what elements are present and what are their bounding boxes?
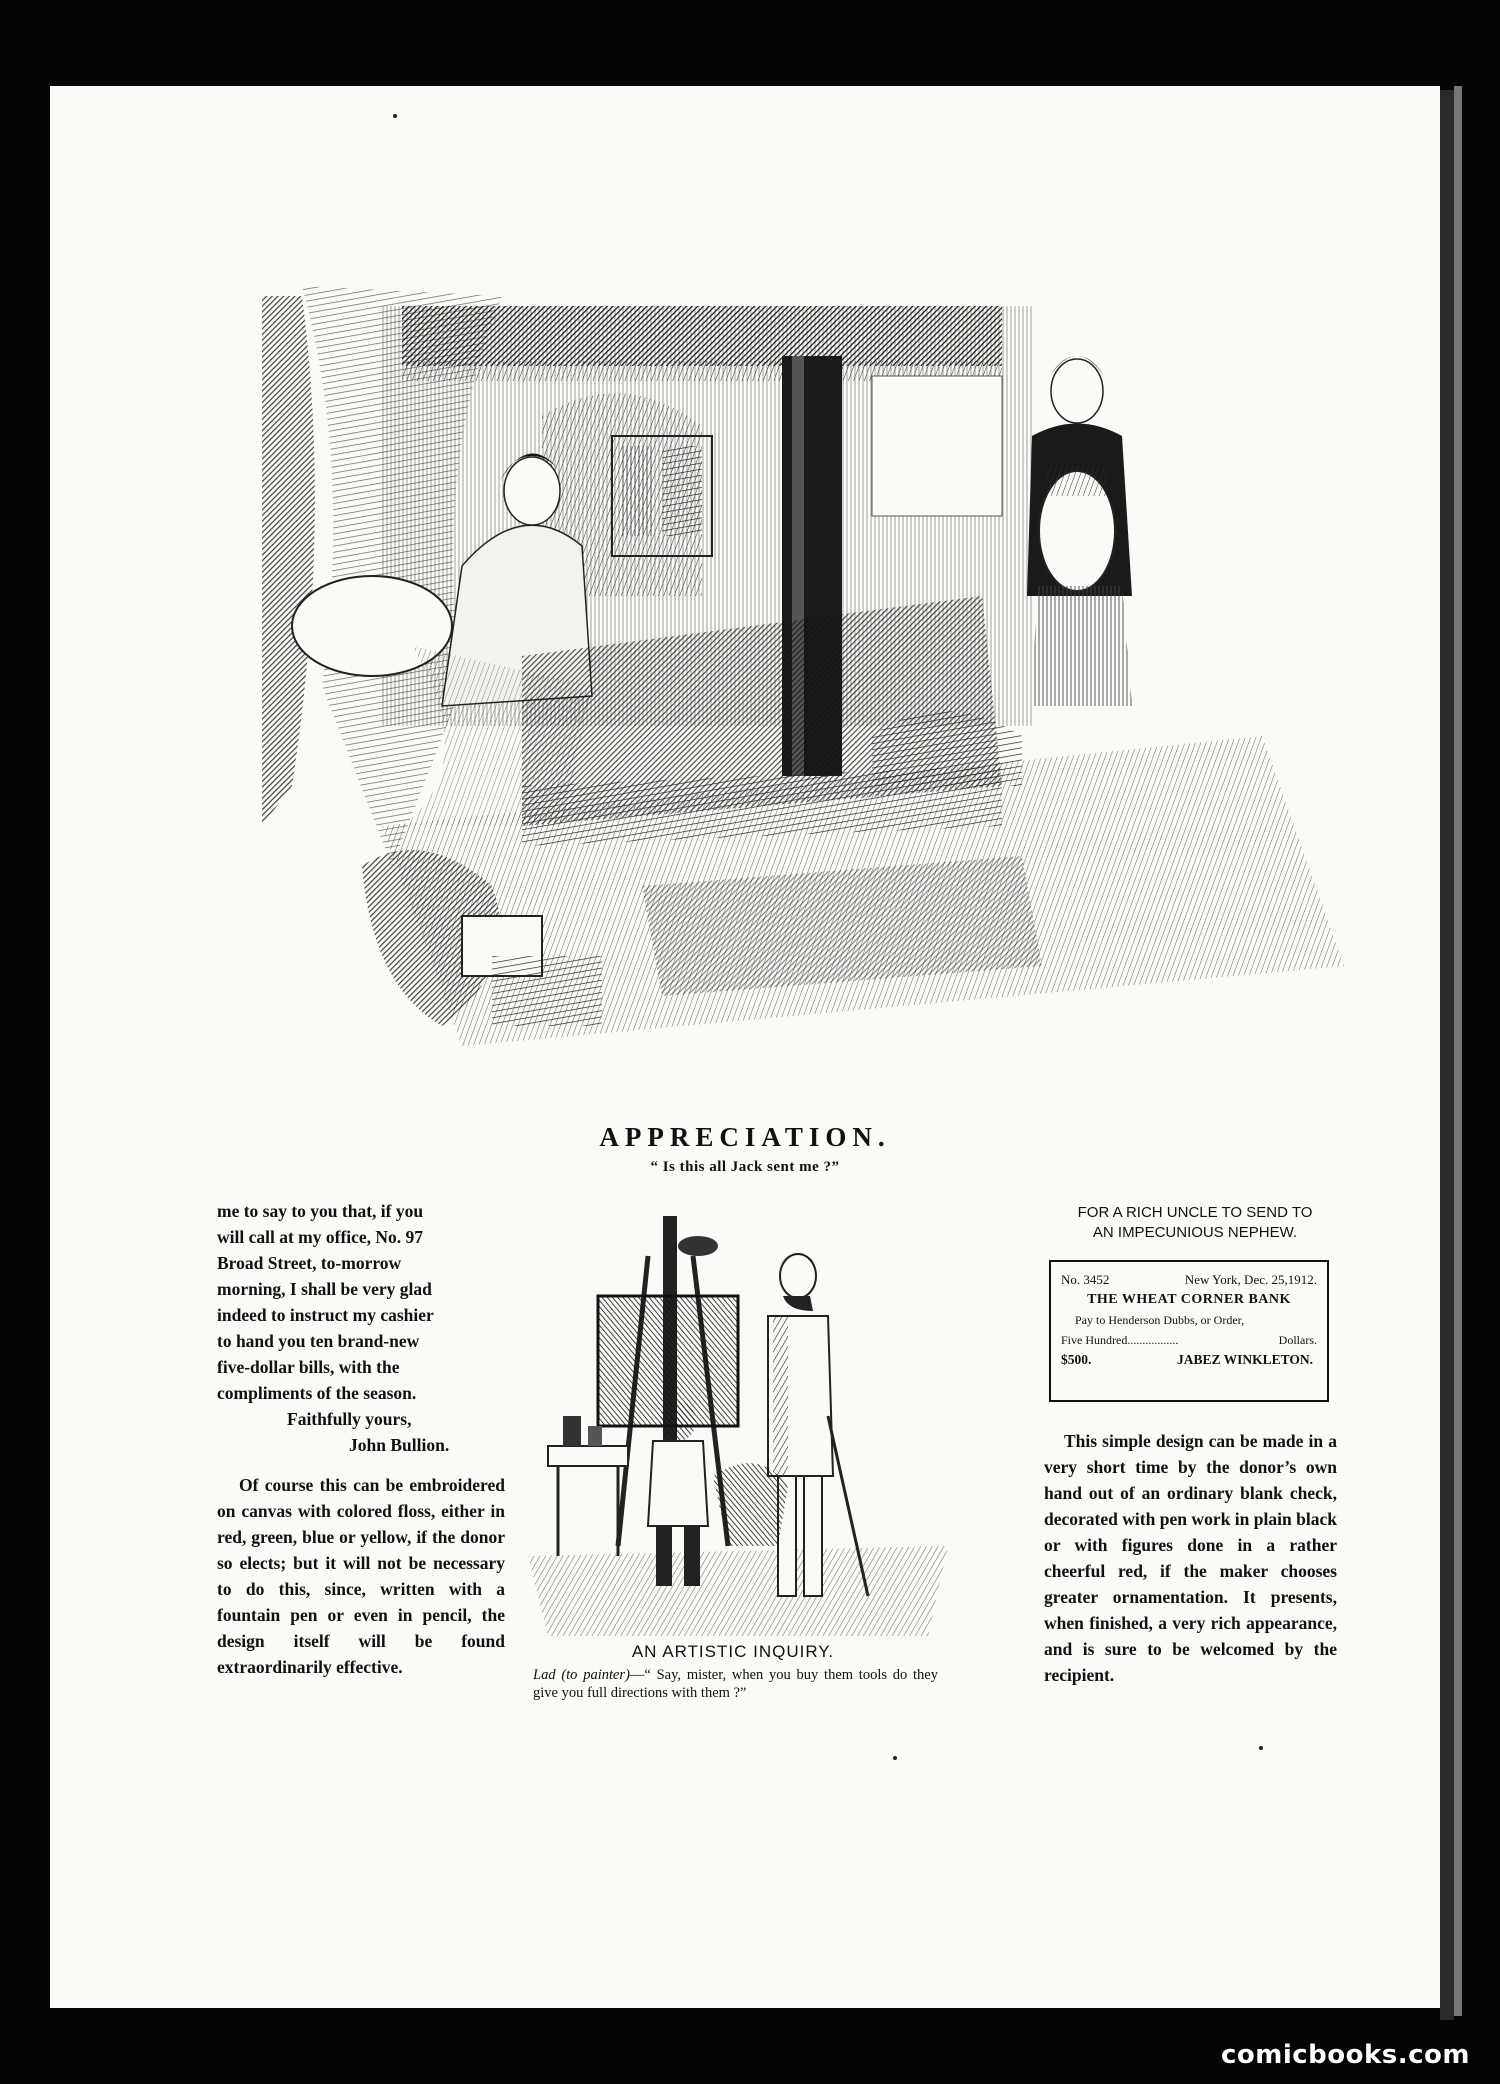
- artistic-inquiry-illustration: [528, 1216, 948, 1676]
- print-speck: [1259, 1746, 1263, 1750]
- appreciation-illustration: [262, 266, 1344, 1106]
- check-heading-line: AN IMPECUNIOUS NEPHEW.: [1092, 1224, 1298, 1241]
- check-place-date: New York, Dec. 25,1912.: [1184, 1272, 1317, 1287]
- check-amount: $500.: [1061, 1352, 1092, 1367]
- print-speck: [393, 114, 397, 118]
- check-amount-words: Five Hundred.................: [1061, 1333, 1179, 1347]
- inquiry-title: AN ARTISTIC INQUIRY.: [631, 1642, 835, 1661]
- letter-closing: Faithfully yours,: [287, 1409, 412, 1429]
- caption-speaker: Lad (to painter): [533, 1667, 630, 1683]
- right-column-text: [1044, 1428, 1337, 1688]
- text-line: me to say to you that, if you: [217, 1201, 424, 1221]
- illustration-caption: “ Is this all Jack sent me ?”: [650, 1159, 840, 1175]
- caption-dialogue: —“ Say, mister, when you buy them tools do they give you full directions with them ?”: [533, 1667, 938, 1701]
- text-line: compliments of the season.: [217, 1383, 417, 1403]
- illustration-title: APPRECIATION.: [599, 1122, 891, 1152]
- text-line: morning, I shall be very glad: [217, 1279, 432, 1299]
- text-line: indeed to instruct my cashier: [217, 1305, 434, 1325]
- site-watermark: comicbooks.com: [1220, 2040, 1470, 2070]
- print-speck: [893, 1756, 897, 1760]
- magazine-page: [50, 86, 1440, 2008]
- check-number: No. 3452: [1061, 1272, 1110, 1287]
- body-paragraph: Of course this can be embroidered on canvas with colored floss, either in red, green, blue or yellow, if the donor so elects; but it will not be necessary to do this, since, written with a fountain pen or even in pencil, the design itself will be found extraordinarily effective.: [217, 1475, 505, 1677]
- check-amount-unit: Dollars.: [1278, 1333, 1317, 1347]
- text-line: Broad Street, to-morrow: [217, 1253, 402, 1273]
- check-signature: JABEZ WINKLETON.: [1176, 1352, 1313, 1367]
- check-bank-name: THE WHEAT CORNER BANK: [1087, 1292, 1291, 1307]
- letter-signature: John Bullion.: [349, 1435, 450, 1455]
- text-line: will call at my office, No. 97: [217, 1227, 424, 1247]
- check-heading: [1045, 1203, 1345, 1243]
- text-line: five-dollar bills, with the: [217, 1357, 400, 1377]
- left-column-text: [217, 1198, 505, 1680]
- body-paragraph: This simple design can be made in a very short time by the donor’s own hand out of an ordinary blank check, decorated with pen work in plain black or with figures done in a rather cheerful red, if the maker chooses greater ornamentation. It presents, when finished, a very rich appearance, and is sure to be welcomed by the recipient.: [1044, 1431, 1337, 1685]
- check-heading-line: FOR A RICH UNCLE TO SEND TO: [1077, 1204, 1313, 1221]
- text-line: to hand you ten brand-new: [217, 1331, 420, 1351]
- check-payee: Pay to Henderson Dubbs, or Order,: [1075, 1313, 1245, 1327]
- page-binding: [1440, 90, 1454, 2020]
- bank-check: [1049, 1260, 1329, 1402]
- inquiry-caption: [533, 1666, 938, 1702]
- page-binding-edge: [1454, 86, 1462, 2016]
